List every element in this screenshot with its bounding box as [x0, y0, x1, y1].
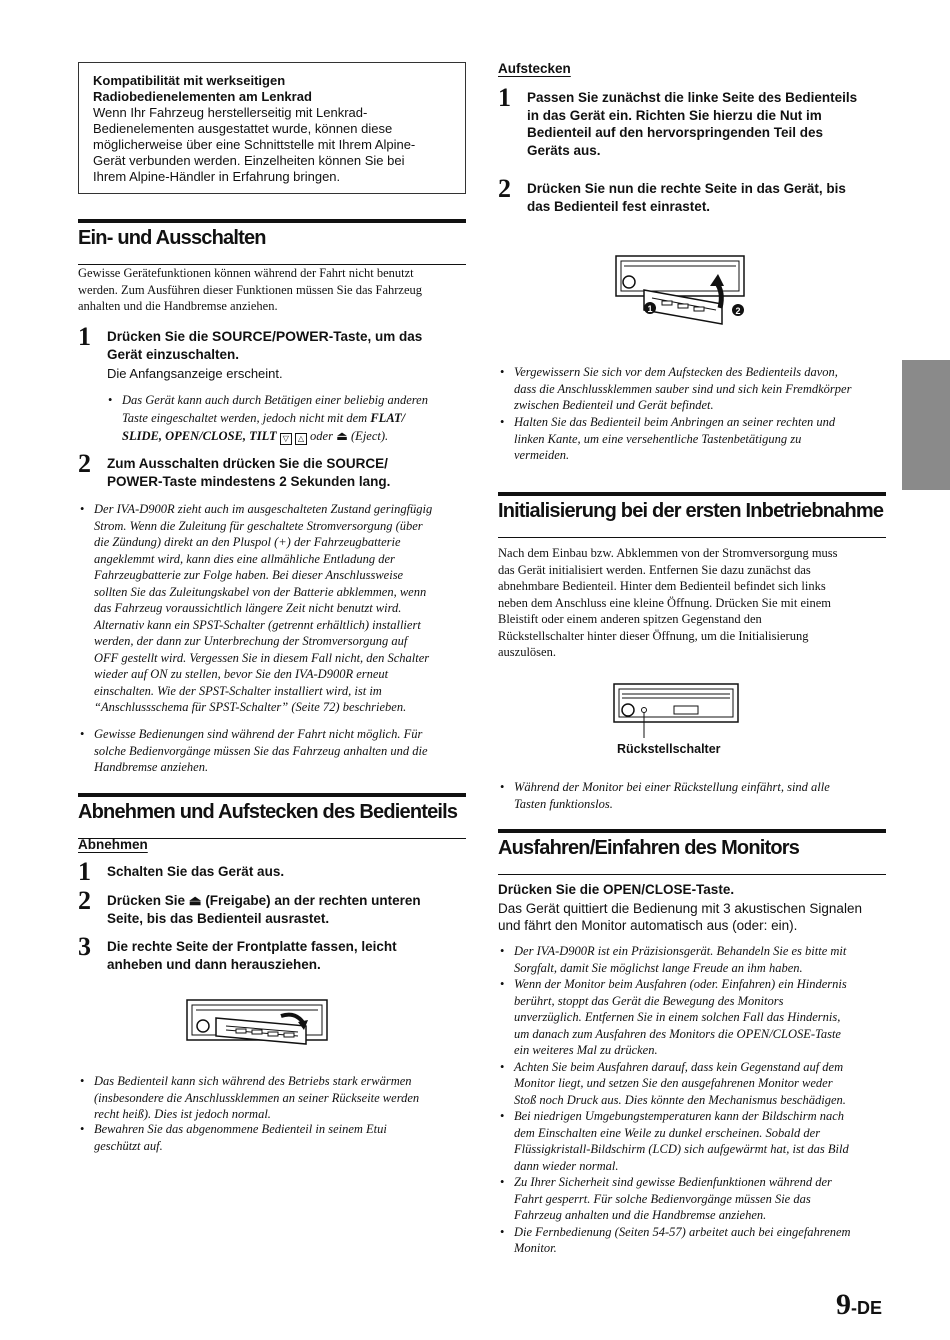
- section-heading-remove: [78, 793, 466, 833]
- bullet-line: Stoß noch Druck aus. Dies könnte den Mechanismus beschädigen.: [514, 1092, 846, 1107]
- remove-step-1: Schalten Sie das Gerät aus.: [107, 864, 285, 879]
- bullet-line: Sorgfalt, damit Sie möglichst lange Freude an ihm haben.: [514, 960, 803, 975]
- body-line: Rückstellschalter hinter dieser Öffnung, um die Initialisierung: [498, 628, 809, 643]
- step-text: Drücken Sie nun die rechte Seite in das Gerät, bis: [527, 181, 846, 196]
- eject-icon: ⏏: [336, 429, 348, 443]
- bullet-line: linken Kante, um eine versehentliche Tastenbetätigung zu: [514, 431, 802, 446]
- step-text: -Taste, um das: [328, 329, 423, 344]
- subheading-attach: Aufstecken: [498, 61, 571, 76]
- body-line: das Gerät initialisiert werden. Entfernen Sie dazu zunächst das: [498, 562, 811, 577]
- step-number: 2: [78, 449, 91, 478]
- attach-faceplate-illustration: [612, 252, 752, 330]
- remove-step-3: [107, 938, 467, 973]
- bullet-line: Halten Sie das Bedienteil beim Anbringen an seiner rechten und: [514, 415, 836, 429]
- intro-line: Gewisse Gerätefunktionen können während der Fahrt nicht benutzt: [78, 266, 414, 280]
- power-step-1-bullet: • Das Gerät kann auch durch Betätigen einer beliebig anderen Taste eingeschaltet werden, jedoch nicht mit dem FLAT/ SLIDE, OPEN/CLOSE, TILT ▽ △ oder ⏏ (Eject).: [122, 391, 467, 445]
- bullet-line: Fahrzeug anhalten und die Handbremse anziehen.: [514, 1208, 767, 1222]
- bullet-line: einschalten. Wie der SPST-Schalter installiert wird, ist im: [94, 683, 382, 698]
- bullet-line: Gewisse Bedienungen sind während der Fahrt nicht möglich. Für: [94, 727, 423, 741]
- body-line: neben dem Anschluss eine kleine Öffnung. Drücken Sie mit einem: [498, 595, 832, 610]
- step-text: Drücken Sie die: [107, 329, 213, 344]
- attach-step-1: [527, 89, 892, 159]
- init-bullet-1: • Während der Monitor bei einer Rückstellung einfährt, sind alle Tasten funktionslos.: [514, 779, 889, 812]
- section-heading-init: [498, 492, 886, 532]
- heading-text: Ausfahren/Einfahren des Monitors: [498, 837, 800, 859]
- bullet-line: solche Bedienvorgänge müssen Sie das Fahrzeug anhalten und die: [94, 743, 428, 758]
- bullet-line: Während der Monitor bei einer Rückstellung einfährt, sind alle: [514, 780, 830, 794]
- step-text: Zum Ausschalten drücken Sie die: [107, 456, 327, 471]
- lead-text: -Taste.: [691, 882, 735, 897]
- monitor-bullet: • Der IVA-D900R ist ein Präzisionsgerät. Behandeln Sie es bitte mit Sorgfalt, damit Sie möglichst lange Freude an ihm haben.: [514, 943, 892, 976]
- step-number: 1: [498, 83, 511, 112]
- bullet-line: geschützt auf.: [94, 1138, 163, 1153]
- bullet-line: die Zündung) direkt an den Pluspol (+) der Fahrzeugbatterie: [94, 535, 401, 549]
- bullet-line: Das Bedienteil kann sich während des Betriebs stark erwärmen: [94, 1074, 412, 1088]
- power-step-2: [107, 455, 467, 490]
- step-text: Gerät einzuschalten.: [107, 346, 240, 362]
- bullet-line: Bei niedrigen Umgebungstemperaturen kann der Bildschirm nach: [514, 1109, 845, 1123]
- step-number: 2: [78, 886, 91, 915]
- tilt-down-icon: ▽: [280, 433, 292, 445]
- reset-switch-caption: Rückstellschalter: [617, 742, 721, 756]
- remove-bullet-2: • Bewahren Sie das abgenommene Bedienteil in seinem Etui geschützt auf.: [94, 1121, 469, 1154]
- key-label: SOURCE/: [326, 456, 388, 471]
- body-line: Das Gerät quittiert die Bedienung mit 3 akustischen Signalen: [498, 901, 862, 916]
- bullet-line: unverzüglich. Entfernen Sie in einem solchen Fall das Hindernis,: [514, 1010, 841, 1024]
- reset-switch-illustration: [612, 682, 742, 740]
- body-line: und fährt den Monitor automatisch aus (oder: ein).: [498, 918, 798, 933]
- bullet-line: Fahrt gesperrt. Für solche Bedienvorgänge müssen Sie das: [514, 1191, 811, 1206]
- heading-text: Abnehmen und Aufstecken des Bedienteils: [78, 801, 458, 823]
- bullet-line: “Anschlussschema für SPST-Schalter” (Seite 72) beschrieben.: [94, 700, 407, 714]
- monitor-bullet: • Achten Sie beim Ausfahren darauf, dass kein Gegenstand auf dem Monitor liegt, und setzen Sie den ausgefahrenen Monitor weder Stoß noch Druck aus. Dies könnte den Mechanismus beschädigen.: [514, 1059, 892, 1109]
- key-label: POWER: [107, 473, 159, 489]
- attach-bullet-2: • Halten Sie das Bedienteil beim Anbringen an seiner rechten und linken Kante, um eine versehentliche Tastenbetätigung zu vermeiden.: [514, 414, 889, 464]
- power-bullet-2: • Gewisse Bedienungen sind während der Fahrt nicht möglich. Für solche Bedienvorgänge müssen Sie das Fahrzeug anhalten und die Handbremse anziehen.: [94, 726, 469, 776]
- step-text: Die rechte Seite der Frontplatte fassen, leicht: [107, 939, 397, 954]
- remove-step-2: [107, 892, 467, 927]
- bullet-line: werden, der dann zur Unterbrechung der Stromversorgung auf: [94, 634, 408, 648]
- page-number: [836, 1288, 882, 1322]
- bullet-line: das Fahrzeug voraussichtlich längere Zeit nicht benutzt wird.: [94, 601, 402, 615]
- key-label: FLAT/: [370, 411, 406, 425]
- lead-text: Drücken Sie die: [498, 882, 604, 897]
- compat-title-2: Radiobedienelementen am Lenkrad: [93, 89, 312, 104]
- step-text: (Freigabe) an der rechten unteren: [201, 893, 421, 908]
- power-step-1: [107, 328, 467, 363]
- page-number-suffix: -DE: [851, 1298, 882, 1318]
- body-line: abnehmbare Bedienteil. Hinter dem Bedienteil befindet sich links: [498, 579, 826, 593]
- bullet-line: Monitor.: [514, 1241, 557, 1255]
- power-intro: [78, 265, 470, 315]
- step-text: das Bedienteil fest einrastet.: [527, 198, 711, 214]
- step-number: 1: [78, 322, 91, 351]
- step-text: Geräts aus.: [527, 142, 601, 158]
- body-line: auszulösen.: [498, 645, 556, 659]
- chapter-tab: [902, 360, 950, 490]
- bullet-line: dass die Anschlussklemmen sauber sind und sich kein Fremdkörper: [514, 381, 852, 396]
- step-text: Passen Sie zunächst die linke Seite des Bedienteils: [527, 90, 858, 105]
- key-label: OPEN/CLOSE: [603, 882, 692, 897]
- init-body: [498, 545, 890, 661]
- monitor-bullet: • Bei niedrigen Umgebungstemperaturen kann der Bildschirm nach dem Einschalten eine Weile zu dunkel erscheinen. Sobald der Flüssigkristall-Bildschirm (LCD) sich aufgewärmt hat, ist das Bild dann wieder normal.: [514, 1108, 892, 1174]
- marker-2: 2: [735, 306, 741, 316]
- section-heading-power: [78, 219, 466, 259]
- bullet-line: Flüssigkristall-Bildschirm (LCD) sich aufgewärmt hat, ist das Bild: [514, 1142, 849, 1156]
- step-number: 3: [78, 932, 91, 961]
- compat-line: Bedienelementen ausgestattet wurde, können diese: [93, 121, 393, 136]
- bullet-line: Das Gerät kann auch durch Betätigen einer beliebig anderen: [122, 393, 428, 407]
- monitor-bullets: [500, 943, 892, 1257]
- body-line: Bleistift oder einem anderen spitzen Gegenstand den: [498, 612, 762, 626]
- bullet-line: vermeiden.: [514, 448, 570, 462]
- remove-bullet-1: • Das Bedienteil kann sich während des Betriebs stark erwärmen (insbesondere die Anschlussklemmen an seiner Rückseite werden recht heiß). Dies ist jedoch normal.: [94, 1073, 469, 1123]
- attach-bullet-1: • Vergewissern Sie sich vor dem Aufstecken des Bedienteils davon, dass die Anschlussklemmen sauber sind und sich kein Fremdkörper zwischen Bedienteil und Gerät befindet.: [514, 364, 889, 414]
- bullet-line: Bewahren Sie das abgenommene Bedienteil in seinem Etui: [94, 1122, 387, 1136]
- compat-line: möglicherweise über eine Schnittstelle mit Ihrem Alpine-: [93, 137, 416, 152]
- compat-title-1: Kompatibilität mit werkseitigen: [93, 73, 286, 88]
- bullet-line: sollten Sie das Zuleitungskabel von der Batterie abklemmen, wenn: [94, 584, 427, 599]
- attach-step-2: [527, 180, 892, 215]
- key-label: SOURCE/POWER: [212, 328, 329, 344]
- bullet-line: Alternativ kann ein SPST-Schalter (getrennt erhältlich) installiert: [94, 617, 421, 632]
- step-text: Seite, bis das Bedienteil ausrastet.: [107, 910, 330, 926]
- monitor-lead: [498, 881, 734, 899]
- bullet-line: recht heiß). Dies ist jedoch normal.: [94, 1107, 271, 1121]
- bullet-line: (Eject).: [347, 429, 389, 443]
- step-text: anheben und dann herausziehen.: [107, 956, 321, 972]
- power-bullet-1: • Der IVA-D900R zieht auch im ausgeschalteten Zustand geringfügig Strom. Wenn die Zuleitung für geschaltete Stromversorgung (über die Zündung) direkt an den Pluspol (+) der Fahrzeugbatterie angeklemmt wird, kann dies eine allmähliche Entladung der Fahrzeugbatterie zur Folge haben. Bei dieser Anschlussweise sollten Sie das Zuleitungskabel von der Batterie abklemmen, wenn das Fahrzeug voraussichtlich längere Zeit nicht benutzt wird. Alternativ kann ein SPST-Schalter (getrennt erhältlich) installiert werden, der dann zur Unterbrechung der Stromversorgung auf OFF gestellt wird. Vergessen Sie in diesem Fall nicht, den Schalter wieder auf ON zu stellen, bevor Sie den IVA-D900R erneut einschalten. Wie der SPST-Schalter installiert wird, ist im “Anschlussschema für SPST-Schalter” (Seite 72) beschrieben.: [94, 501, 469, 716]
- remove-faceplate-illustration: [186, 996, 336, 1058]
- bullet-line: Zu Ihrer Sicherheit sind gewisse Bedienfunktionen während der: [514, 1175, 832, 1189]
- bullet-line: angeklemmt wird, kann dies eine allmähliche Entladung der: [94, 551, 395, 566]
- bullet-line: oder: [306, 429, 337, 443]
- bullet-line: OFF gestellt wird. Vergessen Sie in diesem Fall nicht, den Schalter: [94, 650, 430, 665]
- bullet-line: Taste eingeschaltet werden, jedoch nicht mit dem: [122, 411, 371, 425]
- bullet-line: Die Fernbedienung (Seiten 54-57) arbeitet auch bei eingefahrenem: [514, 1224, 851, 1239]
- step-text: -Taste mindestens 2 Sekunden lang.: [158, 473, 391, 489]
- compat-line: Gerät verbunden werden. Einzelheiten können Sie bei: [93, 153, 405, 168]
- step-number: 2: [498, 174, 511, 203]
- bullet-line: (insbesondere die Anschlussklemmen an seiner Rückseite werden: [94, 1090, 420, 1105]
- bullet-line: wieder auf ON zu stellen, bevor Sie den IVA-D900R erneut: [94, 667, 389, 681]
- bullet-line: ein weiteres Mal zu drücken.: [514, 1043, 658, 1057]
- monitor-bullet: • Wenn der Monitor beim Ausfahren (oder. Einfahren) ein Hindernis berührt, stoppt das Gerät die Bewegung des Monitors unverzüglich. Entfernen Sie in einem solchen Fall das Hindernis, um danach zum Ausfahren des Monitors die OPEN/CLOSE-Taste ein weiteres Mal zu drücken.: [514, 976, 892, 1059]
- bullet-line: zwischen Bedienteil und Gerät befindet.: [514, 398, 714, 412]
- bullet-line: Monitor liegt, und setzen Sie den ausgefahrenen Monitor weder: [514, 1076, 833, 1090]
- monitor-body: [498, 900, 890, 934]
- section-heading-monitor: [498, 829, 886, 869]
- key-label: SLIDE, OPEN/CLOSE, TILT: [122, 429, 277, 443]
- compat-line: Wenn Ihr Fahrzeug herstellerseitig mit Lenkrad-: [93, 105, 368, 120]
- bullet-line: Handbremse anziehen.: [94, 760, 209, 774]
- step-text: in das Gerät ein. Richten Sie hierzu die Nut im: [527, 107, 822, 123]
- release-icon: ⏏: [188, 893, 202, 908]
- bullet-line: berührt, stoppt das Gerät die Bewegung des Monitors: [514, 993, 784, 1008]
- bullet-line: Wenn der Monitor beim Ausfahren (oder. Einfahren) ein Hindernis: [514, 977, 847, 991]
- bullet-line: Der IVA-D900R zieht auch im ausgeschalteten Zustand geringfügig: [94, 502, 433, 516]
- tilt-up-icon: △: [295, 433, 307, 445]
- bullet-line: Tasten funktionslos.: [514, 796, 613, 811]
- step-text: Drücken Sie: [107, 893, 189, 908]
- bullet-line: dann wieder normal.: [514, 1158, 619, 1173]
- step-number: 1: [78, 857, 91, 886]
- marker-1: 1: [647, 304, 653, 314]
- bullet-line: Strom. Wenn die Zuleitung für geschaltete Stromversorgung (über: [94, 518, 423, 533]
- bullet-line: Achten Sie beim Ausfahren darauf, dass kein Gegenstand auf dem: [514, 1059, 844, 1074]
- bullet-line: Der IVA-D900R ist ein Präzisionsgerät. Behandeln Sie es bitte mit: [514, 944, 847, 958]
- heading-text: Ein- und Ausschalten: [78, 227, 266, 249]
- compat-line: Ihrem Alpine-Händler in Erfahrung bringen.: [93, 169, 341, 184]
- compatibility-note-box: [78, 62, 466, 194]
- body-line: Nach dem Einbau bzw. Abklemmen von der Stromversorgung muss: [498, 546, 838, 560]
- power-step-1-note: Die Anfangsanzeige erscheint.: [107, 366, 283, 381]
- monitor-bullet: • Zu Ihrer Sicherheit sind gewisse Bedienfunktionen während der Fahrt gesperrt. Für solche Bedienvorgänge müssen Sie das Fahrzeug anhalten und die Handbremse anziehen.: [514, 1174, 892, 1224]
- intro-line: werden. Zum Ausführen dieser Funktionen müssen Sie das Fahrzeug: [78, 282, 423, 297]
- intro-line: anhalten und die Handbremse anziehen.: [78, 299, 278, 313]
- page-number-value: 9: [836, 1288, 851, 1321]
- monitor-bullet: • Die Fernbedienung (Seiten 54-57) arbeitet auch bei eingefahrenem Monitor.: [514, 1224, 892, 1257]
- step-text: Bedienteil auf den hervorspringenden Teil des: [527, 125, 824, 140]
- bullet-line: Vergewissern Sie sich vor dem Aufstecken des Bedienteils davon,: [514, 365, 838, 379]
- bullet-line: um danach zum Ausfahren des Monitors die OPEN/CLOSE-Taste: [514, 1026, 841, 1041]
- subheading-remove: Abnehmen: [78, 837, 148, 852]
- heading-text: Initialisierung bei der ersten Inbetriebnahme: [498, 500, 884, 522]
- bullet-line: Fahrzeugbatterie zur Folge haben. Bei dieser Anschlussweise: [94, 568, 404, 582]
- bullet-line: dem Einschalten eine Weile zu dunkel erscheinen. Sobald der: [514, 1125, 821, 1140]
